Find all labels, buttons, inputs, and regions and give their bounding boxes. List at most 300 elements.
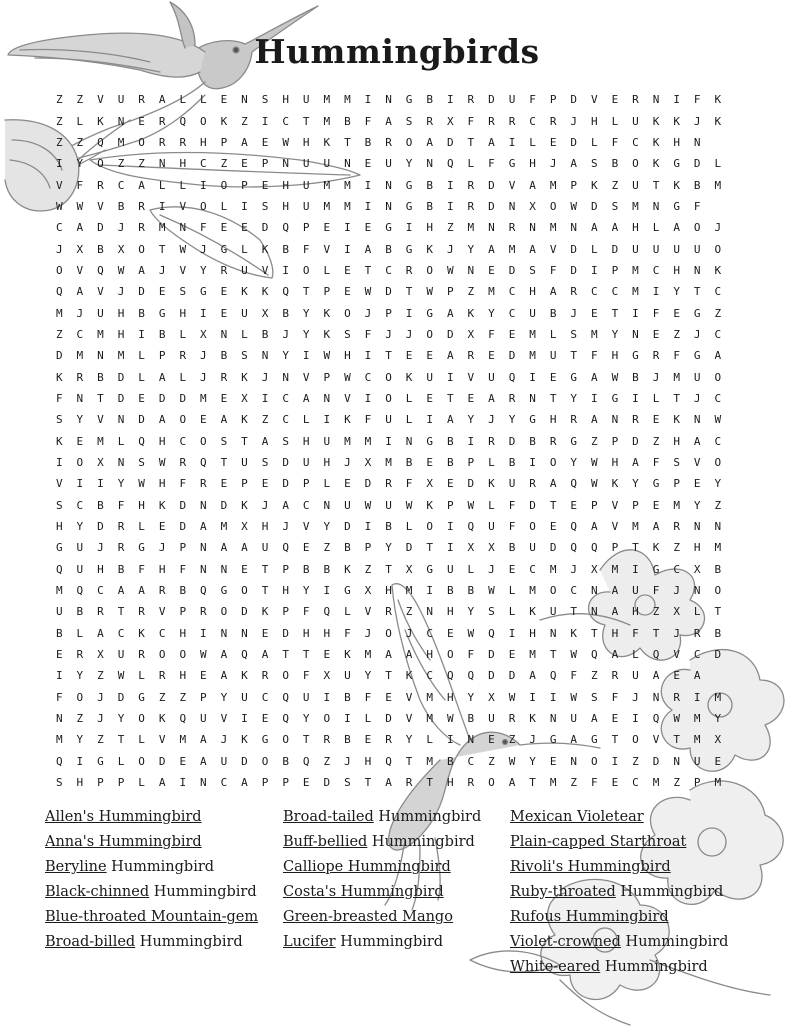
word-list-item bbox=[283, 905, 453, 929]
grid-letter: X bbox=[529, 199, 536, 213]
grid-letter: A bbox=[611, 584, 619, 598]
grid-letter: E bbox=[508, 648, 516, 662]
grid-letter: Y bbox=[302, 306, 310, 320]
grid-letter: X bbox=[97, 648, 104, 662]
word-underlined-part: Anna's Hummingbird bbox=[45, 834, 202, 850]
grid-letter: M bbox=[117, 135, 125, 149]
grid-letter: J bbox=[55, 242, 63, 256]
grid-letter: S bbox=[261, 456, 269, 470]
grid-letter: L bbox=[364, 712, 372, 726]
grid-letter: P bbox=[611, 263, 619, 277]
grid-letter: G bbox=[138, 690, 145, 704]
grid-letter: E bbox=[138, 114, 145, 128]
grid-letter: T bbox=[364, 263, 372, 277]
grid-letter: U bbox=[632, 584, 639, 598]
grid-letter: H bbox=[446, 605, 454, 619]
grid-letter: P bbox=[97, 776, 104, 790]
grid-letter: X bbox=[591, 562, 598, 576]
grid-letter: J bbox=[282, 327, 289, 341]
grid-letter: H bbox=[302, 626, 310, 640]
grid-letter: G bbox=[570, 370, 578, 384]
grid-letter: K bbox=[405, 669, 413, 683]
grid-letter: B bbox=[446, 456, 454, 470]
grid-letter: A bbox=[591, 221, 598, 235]
grid-letter: I bbox=[344, 242, 351, 256]
grid-letter: X bbox=[488, 541, 495, 555]
grid-letter: I bbox=[241, 712, 248, 726]
grid-letter: F bbox=[364, 327, 372, 341]
grid-letter: H bbox=[179, 306, 187, 320]
grid-letter: I bbox=[179, 776, 187, 790]
grid-letter: U bbox=[117, 93, 125, 107]
grid-letter: U bbox=[323, 157, 331, 171]
grid-letter: D bbox=[488, 669, 495, 683]
grid-letter: M bbox=[158, 221, 166, 235]
grid-letter: F bbox=[364, 114, 372, 128]
grid-letter: O bbox=[158, 648, 166, 662]
grid-letter: B bbox=[282, 754, 289, 768]
grid-letter: E bbox=[549, 520, 557, 534]
grid-letter: I bbox=[76, 754, 84, 768]
grid-letter: A bbox=[446, 349, 454, 363]
word-list-item bbox=[510, 955, 708, 979]
grid-letter: M bbox=[591, 327, 598, 341]
grid-letter: T bbox=[302, 648, 310, 662]
grid-letter: E bbox=[405, 349, 413, 363]
grid-letter: A bbox=[158, 413, 166, 427]
grid-letter: L bbox=[179, 178, 187, 192]
grid-letter: C bbox=[714, 285, 722, 299]
grid-letter: K bbox=[714, 93, 722, 107]
grid-letter: Y bbox=[405, 733, 413, 747]
grid-letter: Q bbox=[591, 541, 598, 555]
grid-letter: N bbox=[405, 434, 413, 448]
grid-letter: C bbox=[529, 114, 536, 128]
grid-letter: I bbox=[405, 306, 413, 320]
grid-letter: O bbox=[385, 391, 392, 405]
grid-letter: M bbox=[55, 306, 63, 320]
grid-letter: B bbox=[426, 93, 433, 107]
grid-letter: H bbox=[673, 135, 680, 149]
grid-letter: O bbox=[200, 114, 207, 128]
grid-letter: M bbox=[344, 93, 351, 107]
grid-letter: S bbox=[344, 776, 351, 790]
grid-letter: N bbox=[693, 584, 701, 598]
grid-letter: J bbox=[385, 327, 392, 341]
grid-letter: A bbox=[241, 541, 248, 555]
grid-letter: E bbox=[364, 733, 372, 747]
grid-letter: Q bbox=[446, 669, 454, 683]
grid-letter: C bbox=[714, 391, 722, 405]
grid-letter: V bbox=[97, 199, 104, 213]
grid-letter: Z bbox=[405, 605, 413, 619]
grid-letter: H bbox=[261, 520, 269, 534]
grid-letter: W bbox=[323, 349, 331, 363]
grid-letter: X bbox=[405, 562, 413, 576]
grid-letter: J bbox=[693, 391, 701, 405]
grid-letter: M bbox=[364, 434, 372, 448]
grid-letter: Q bbox=[282, 541, 289, 555]
grid-letter: I bbox=[323, 413, 331, 427]
grid-letter: D bbox=[323, 776, 331, 790]
grid-letter: L bbox=[138, 733, 145, 747]
grid-letter: I bbox=[158, 199, 166, 213]
grid-letter: V bbox=[302, 520, 310, 534]
grid-letter: Q bbox=[508, 370, 516, 384]
grid-letter: T bbox=[241, 434, 248, 448]
grid-letter: E bbox=[200, 669, 207, 683]
grid-letter: N bbox=[652, 690, 660, 704]
grid-letter: C bbox=[179, 434, 187, 448]
grid-letter: I bbox=[138, 327, 145, 341]
grid-letter: F bbox=[364, 690, 372, 704]
grid-letter: D bbox=[385, 712, 392, 726]
grid-letter: D bbox=[570, 242, 578, 256]
grid-letter: M bbox=[529, 648, 536, 662]
grid-letter: B bbox=[405, 456, 413, 470]
grid-letter: Z bbox=[591, 669, 598, 683]
grid-letter: Z bbox=[591, 434, 598, 448]
grid-letter: T bbox=[529, 776, 536, 790]
grid-letter: I bbox=[55, 669, 63, 683]
grid-letter: S bbox=[488, 605, 495, 619]
grid-letter: I bbox=[549, 690, 557, 704]
grid-letter: J bbox=[714, 221, 722, 235]
grid-letter: Y bbox=[570, 391, 578, 405]
grid-letter: D bbox=[385, 285, 392, 299]
word-list-item bbox=[510, 855, 671, 879]
grid-letter: C bbox=[426, 626, 433, 640]
grid-letter: C bbox=[261, 690, 269, 704]
grid-letter: Z bbox=[55, 114, 63, 128]
grid-letter: Y bbox=[632, 477, 639, 491]
grid-letter: H bbox=[385, 584, 392, 598]
grid-letter: R bbox=[385, 477, 392, 491]
grid-letter: N bbox=[693, 135, 701, 149]
grid-letter: A bbox=[611, 605, 619, 619]
grid-letter: G bbox=[344, 584, 351, 598]
grid-letter: I bbox=[508, 626, 516, 640]
grid-letter: A bbox=[611, 648, 619, 662]
grid-letter: R bbox=[632, 93, 639, 107]
grid-letter: Z bbox=[323, 541, 331, 555]
grid-letter: Y bbox=[76, 733, 84, 747]
grid-letter: A bbox=[241, 776, 248, 790]
grid-letter: A bbox=[220, 648, 228, 662]
grid-letter: L bbox=[405, 391, 413, 405]
grid-letter: U bbox=[488, 520, 495, 534]
grid-letter: F bbox=[611, 690, 619, 704]
grid-letter: H bbox=[158, 477, 166, 491]
grid-letter: R bbox=[652, 349, 660, 363]
grid-letter: K bbox=[529, 712, 536, 726]
grid-letter: T bbox=[117, 733, 125, 747]
grid-letter: I bbox=[426, 413, 433, 427]
grid-letter: R bbox=[508, 114, 516, 128]
grid-letter: I bbox=[76, 477, 84, 491]
grid-letter: Q bbox=[549, 669, 557, 683]
grid-letter: Z bbox=[241, 114, 248, 128]
grid-letter: O bbox=[632, 157, 639, 171]
grid-letter: L bbox=[179, 327, 187, 341]
grid-letter: G bbox=[405, 93, 413, 107]
grid-letter: E bbox=[488, 349, 495, 363]
word-list-item bbox=[510, 805, 644, 829]
grid-letter: W bbox=[611, 370, 619, 384]
grid-letter: Z bbox=[76, 135, 84, 149]
grid-letter: M bbox=[55, 584, 63, 598]
grid-letter: O bbox=[488, 776, 495, 790]
grid-letter: F bbox=[302, 605, 310, 619]
grid-letter: W bbox=[200, 648, 207, 662]
grid-letter: E bbox=[714, 754, 722, 768]
grid-letter: R bbox=[200, 477, 207, 491]
grid-letter: M bbox=[632, 520, 639, 534]
grid-letter: S bbox=[611, 199, 619, 213]
grid-letter: A bbox=[652, 520, 660, 534]
grid-letter: U bbox=[632, 242, 639, 256]
grid-letter: T bbox=[302, 733, 310, 747]
grid-letter: Z bbox=[55, 93, 63, 107]
grid-letter: I bbox=[591, 263, 598, 277]
word-list-item bbox=[45, 880, 257, 904]
grid-letter: T bbox=[97, 391, 104, 405]
grid-letter: K bbox=[323, 135, 331, 149]
grid-letter: N bbox=[220, 562, 228, 576]
grid-letter: E bbox=[364, 221, 372, 235]
grid-letter: E bbox=[549, 370, 557, 384]
grid-letter: N bbox=[200, 562, 207, 576]
grid-letter: J bbox=[158, 263, 166, 277]
grid-letter: D bbox=[508, 434, 516, 448]
grid-letter: L bbox=[158, 178, 166, 192]
grid-letter: U bbox=[344, 669, 351, 683]
grid-letter: S bbox=[261, 199, 269, 213]
grid-letter: M bbox=[76, 349, 84, 363]
grid-letter: N bbox=[220, 327, 228, 341]
grid-letter: E bbox=[673, 669, 680, 683]
grid-letter: A bbox=[138, 263, 145, 277]
grid-letter: R bbox=[467, 776, 475, 790]
grid-letter: D bbox=[611, 242, 619, 256]
grid-row bbox=[49, 559, 749, 580]
grid-letter: V bbox=[405, 712, 413, 726]
grid-letter: C bbox=[508, 285, 516, 299]
grid-letter: H bbox=[76, 776, 84, 790]
grid-letter: N bbox=[97, 349, 104, 363]
grid-letter: T bbox=[446, 391, 454, 405]
grid-letter: P bbox=[282, 776, 289, 790]
grid-letter: S bbox=[179, 285, 187, 299]
grid-letter: J bbox=[97, 541, 104, 555]
grid-letter: F bbox=[138, 562, 145, 576]
grid-letter: L bbox=[508, 605, 516, 619]
grid-letter: E bbox=[302, 541, 310, 555]
grid-letter: O bbox=[549, 584, 557, 598]
grid-letter: P bbox=[364, 541, 372, 555]
grid-letter: U bbox=[632, 178, 639, 192]
grid-letter: B bbox=[282, 306, 289, 320]
grid-letter: R bbox=[76, 648, 84, 662]
grid-letter: F bbox=[55, 690, 63, 704]
grid-letter: J bbox=[97, 690, 104, 704]
grid-letter: Z bbox=[76, 712, 84, 726]
grid-letter: B bbox=[446, 754, 454, 768]
grid-letter: C bbox=[714, 327, 722, 341]
grid-letter: H bbox=[179, 626, 187, 640]
grid-letter: K bbox=[652, 157, 660, 171]
grid-letter: E bbox=[302, 776, 310, 790]
grid-letter: O bbox=[261, 754, 269, 768]
grid-letter: E bbox=[220, 391, 228, 405]
grid-letter: A bbox=[220, 669, 228, 683]
grid-letter: I bbox=[55, 157, 63, 171]
grid-letter: I bbox=[55, 456, 63, 470]
grid-letter: J bbox=[344, 456, 351, 470]
grid-letter: F bbox=[529, 93, 536, 107]
grid-letter: I bbox=[200, 306, 207, 320]
grid-letter: B bbox=[220, 349, 228, 363]
grid-letter: M bbox=[344, 199, 351, 213]
grid-letter: F bbox=[302, 242, 310, 256]
grid-letter: H bbox=[117, 327, 125, 341]
grid-letter: K bbox=[570, 626, 578, 640]
grid-letter: H bbox=[282, 178, 289, 192]
grid-letter: K bbox=[241, 413, 248, 427]
grid-letter: M bbox=[97, 434, 104, 448]
grid-letter: M bbox=[549, 178, 557, 192]
grid-letter: I bbox=[446, 93, 454, 107]
grid-letter: A bbox=[385, 648, 392, 662]
grid-letter: C bbox=[632, 776, 639, 790]
grid-letter: O bbox=[55, 263, 63, 277]
grid-letter: N bbox=[385, 178, 392, 192]
grid-letter: F bbox=[591, 776, 598, 790]
grid-letter: K bbox=[241, 370, 248, 384]
grid-letter: L bbox=[76, 626, 84, 640]
grid-letter: V bbox=[673, 648, 680, 662]
grid-letter: J bbox=[549, 157, 557, 171]
grid-letter: G bbox=[570, 434, 578, 448]
grid-letter: H bbox=[323, 456, 331, 470]
grid-letter: K bbox=[673, 413, 680, 427]
grid-letter: K bbox=[241, 669, 248, 683]
grid-letter: F bbox=[693, 199, 701, 213]
grid-letter: B bbox=[117, 562, 125, 576]
grid-letter: N bbox=[220, 626, 228, 640]
grid-letter: D bbox=[364, 477, 372, 491]
grid-letter: L bbox=[467, 562, 475, 576]
grid-letter: J bbox=[364, 626, 372, 640]
word-list-item bbox=[45, 905, 258, 929]
grid-letter: C bbox=[282, 391, 289, 405]
grid-letter: M bbox=[632, 263, 639, 277]
grid-letter: N bbox=[241, 626, 248, 640]
grid-row bbox=[49, 516, 749, 537]
grid-letter: I bbox=[446, 520, 454, 534]
grid-letter: Y bbox=[385, 541, 392, 555]
grid-letter: Y bbox=[529, 754, 536, 768]
grid-letter: E bbox=[426, 456, 433, 470]
word-underlined-part: Ruby-throated bbox=[510, 884, 616, 900]
grid-letter: Y bbox=[467, 242, 475, 256]
grid-letter: K bbox=[652, 541, 660, 555]
grid-letter: M bbox=[200, 391, 207, 405]
grid-row bbox=[49, 281, 749, 302]
grid-letter: K bbox=[405, 370, 413, 384]
grid-letter: K bbox=[652, 135, 660, 149]
grid-letter: E bbox=[179, 754, 187, 768]
grid-letter: R bbox=[549, 434, 557, 448]
grid-letter: D bbox=[344, 520, 351, 534]
word-underlined-part: Black-chinned bbox=[45, 884, 150, 900]
grid-letter: Z bbox=[261, 413, 269, 427]
grid-letter: O bbox=[549, 199, 557, 213]
grid-letter: R bbox=[158, 114, 166, 128]
grid-letter: A bbox=[529, 669, 536, 683]
grid-letter: Y bbox=[611, 327, 619, 341]
grid-letter: E bbox=[591, 306, 598, 320]
grid-letter: A bbox=[693, 669, 701, 683]
grid-letter: N bbox=[529, 221, 536, 235]
grid-letter: Q bbox=[570, 477, 578, 491]
grid-letter: O bbox=[632, 733, 639, 747]
word-remaining-part: Hummingbird bbox=[106, 859, 215, 875]
grid-letter: Z bbox=[673, 327, 680, 341]
word-list-item bbox=[45, 930, 243, 954]
grid-letter: C bbox=[282, 413, 289, 427]
grid-letter: K bbox=[488, 477, 495, 491]
grid-letter: K bbox=[241, 498, 248, 512]
grid-letter: F bbox=[405, 477, 413, 491]
grid-letter: N bbox=[158, 157, 166, 171]
grid-letter: E bbox=[652, 498, 660, 512]
grid-letter: N bbox=[549, 712, 557, 726]
grid-letter: F bbox=[508, 520, 516, 534]
grid-letter: E bbox=[344, 263, 351, 277]
grid-letter: R bbox=[570, 413, 578, 427]
grid-letter: U bbox=[426, 370, 433, 384]
grid-letter: I bbox=[385, 434, 392, 448]
grid-letter: P bbox=[632, 498, 639, 512]
grid-letter: O bbox=[344, 306, 351, 320]
grid-letter: A bbox=[549, 477, 557, 491]
grid-letter: L bbox=[508, 584, 516, 598]
grid-letter: H bbox=[302, 434, 310, 448]
grid-letter: K bbox=[261, 285, 269, 299]
grid-letter: N bbox=[117, 413, 125, 427]
grid-letter: A bbox=[508, 776, 516, 790]
grid-letter: D bbox=[652, 754, 660, 768]
grid-letter: F bbox=[570, 669, 578, 683]
grid-letter: M bbox=[673, 498, 680, 512]
grid-letter: E bbox=[446, 477, 454, 491]
grid-row bbox=[49, 132, 749, 153]
grid-letter: E bbox=[611, 776, 619, 790]
grid-letter: U bbox=[508, 93, 516, 107]
grid-letter: T bbox=[302, 285, 310, 299]
grid-letter: E bbox=[323, 221, 331, 235]
grid-row bbox=[49, 601, 749, 622]
grid-letter: A bbox=[282, 498, 289, 512]
grid-letter: A bbox=[570, 157, 578, 171]
grid-letter: N bbox=[282, 370, 289, 384]
grid-letter: W bbox=[570, 648, 578, 662]
grid-letter: U bbox=[302, 93, 310, 107]
grid-letter: K bbox=[344, 413, 351, 427]
grid-letter: U bbox=[693, 370, 701, 384]
grid-letter: A bbox=[611, 221, 619, 235]
